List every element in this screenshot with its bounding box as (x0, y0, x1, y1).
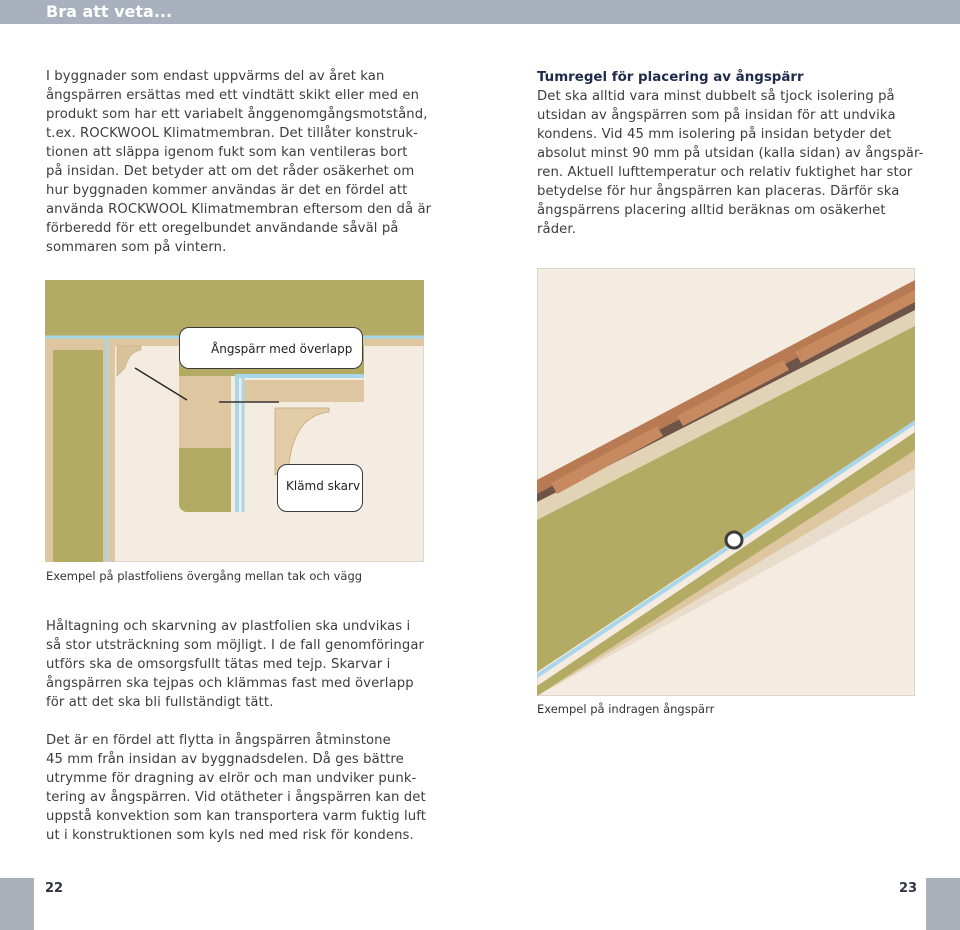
text-line: ut i konstruktionen som kyls ned med risk för kondens. (46, 828, 414, 843)
text-line: Håltagning och skarvning av plastfolien ska undvikas i (46, 619, 411, 634)
text-line: så stor utsträckning som möjligt. I de fall genomföringar (46, 638, 425, 653)
text-line: ångspärrens placering alltid beräknas om osäkerhet (537, 203, 886, 218)
text-line: förberedd för ett oregelbundet användande såväl på (46, 221, 399, 236)
text-line: sommaren som på vintern. (46, 240, 227, 255)
right-figure-caption: Exempel på indragen ångspärr (537, 702, 715, 716)
rule-paragraph (537, 87, 932, 239)
ceiling-wall-junction-figure (45, 280, 424, 562)
text-line: använda ROCKWOOL Klimatmembran eftersom den då är (46, 202, 432, 217)
placement-paragraph (46, 731, 476, 845)
callout-overlap (179, 327, 363, 369)
text-line: t.ex. ROCKWOOL Klimatmembran. Det tillåter konstruk- (46, 126, 418, 141)
text-line: ångspärren ska tejpas och klämmas fast med överlapp (46, 676, 414, 691)
text-line: betydelse för hur ångspärren kan placeras. Därför ska (537, 184, 900, 199)
text-line: Det är en fördel att flytta in ångspärren åtminstone (46, 733, 391, 748)
text-line: 45 mm från insidan av byggnadsdelen. Då ges bättre (46, 752, 404, 767)
text-line: på insidan. Det betyder att om det råder osäkerhet om (46, 164, 415, 179)
text-line: uppstå konvektion som kan transportera varm fuktig luft (46, 809, 427, 824)
page-number-left: 22 (45, 881, 64, 896)
text-line: hur byggnaden kommer användas är det en fördel att (46, 183, 408, 198)
leader-line (45, 280, 424, 562)
text-line: råder. (537, 222, 576, 237)
fastener-marker (726, 532, 742, 548)
header-bar (0, 0, 960, 24)
text-line: utsidan av ångspärren som på insidan för att undvika (537, 108, 896, 123)
roof-section-illustration (537, 268, 915, 696)
text-line: Det ska alltid vara minst dubbelt så tjock isolering på (537, 89, 895, 104)
text-line: utförs ska de omsorgsfullt tätas med tejp. Skarvar i (46, 657, 391, 672)
right-page-tab (926, 878, 960, 930)
text-line: för att det ska bli fullständigt tätt. (46, 695, 274, 710)
callout-clamped-joint (277, 464, 363, 512)
text-line: produkt som har ett variabelt ånggenomgångsmotstånd, (46, 107, 428, 122)
section-title: Bra att veta... (46, 2, 173, 21)
text-line: tering av ångspärren. Vid otätheter i ångspärren kan det (46, 790, 426, 805)
callout-overlap-label: Ångspärr med överlapp (211, 342, 353, 356)
text-line: kondens. Vid 45 mm isolering på insidan betyder det (537, 127, 892, 142)
page-number-right: 23 (899, 881, 918, 896)
text-line: ren. Aktuell lufttemperatur och relativ fuktighet har stor (537, 165, 913, 180)
text-line: I byggnader som endast uppvärms del av året kan (46, 69, 385, 84)
intro-paragraph (46, 67, 476, 257)
roof-section-figure (537, 268, 915, 696)
text-line: ångspärren ersättas med ett vindtätt skikt eller med en (46, 88, 420, 103)
text-line: absolut minst 90 mm på utsidan (kalla sidan) av ångspär- (537, 146, 924, 161)
text-line: tionen att släppa igenom fukt som kan ventileras bort (46, 145, 408, 160)
rule-heading: Tumregel för placering av ångspärr (537, 70, 804, 85)
left-page-tab (0, 878, 34, 930)
text-line: utrymme för dragning av elrör och man undviker punk- (46, 771, 417, 786)
left-figure-caption: Exempel på plastfoliens övergång mellan tak och vägg (46, 569, 363, 583)
sealing-paragraph (46, 617, 476, 712)
callout-clamped-joint-label: Klämd skarv (286, 479, 361, 493)
